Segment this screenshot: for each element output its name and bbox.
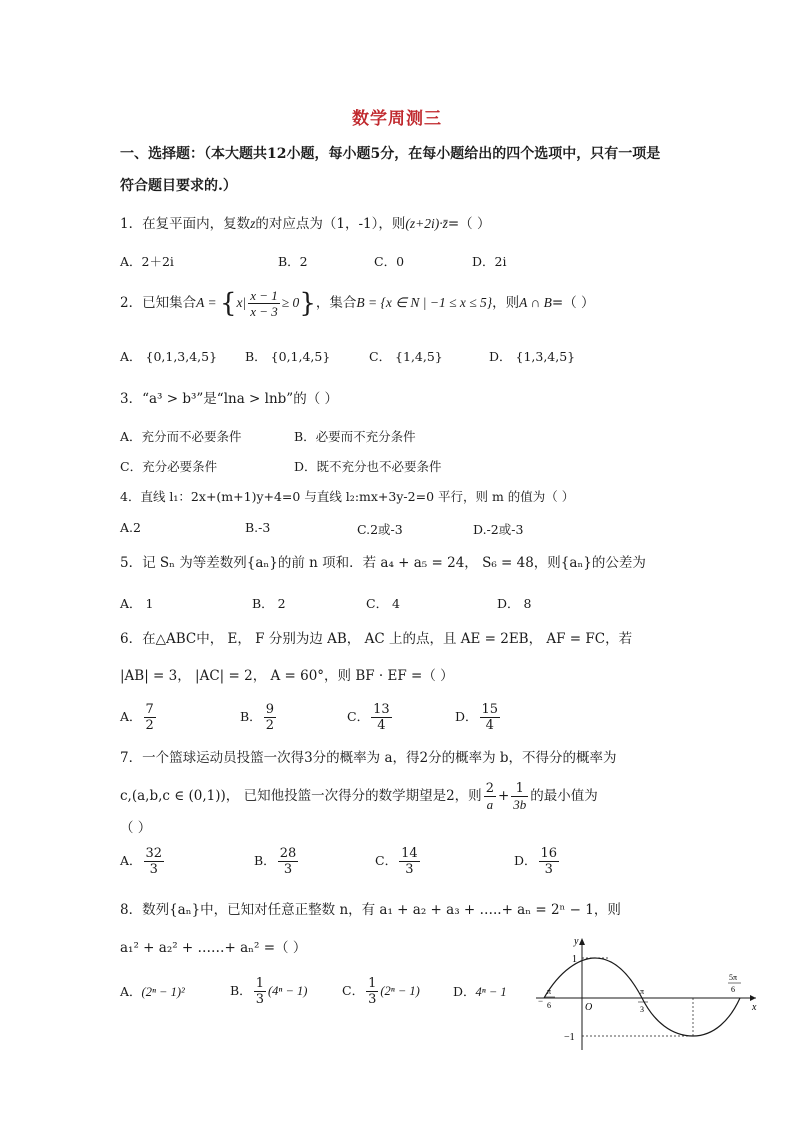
q1-option-b: B．2 <box>278 254 308 269</box>
q5-option-a: A． 1 <box>120 596 154 611</box>
question-6-line2: |AB| = 3， |AC| = 2， A = 60°，则 BF · EF =（ ） <box>120 668 454 684</box>
x-axis-label: x <box>752 1002 757 1013</box>
sine-graph-figure <box>530 930 762 1056</box>
x-left-sign: − <box>538 996 544 1006</box>
q6-option-b: B． $\frac{9}{2}$ <box>240 702 274 733</box>
q2-option-a: A． {0,1,3,4,5} <box>120 349 218 364</box>
question-2: 2．已知集合A = {x| $\frac{x - 1}{x - 3}$ ≥ 0}，集合B = {x ∈ N | −1 ≤ x ≤ 5}，则A ∩ B=（ ） <box>120 288 595 319</box>
question-3: 3．“a³ > b³”是“lna > lnb”的（ ） <box>120 391 339 407</box>
q2-text-c: ，则 <box>492 295 520 311</box>
q3-option-b: B．必要而不充分条件 <box>294 429 416 444</box>
q2-option-c: C． {1,4,5} <box>369 349 443 364</box>
sine-curve <box>544 958 740 1036</box>
q3-option-d: D．既不充分也不必要条件 <box>294 459 442 474</box>
x-right-den: 6 <box>731 985 735 994</box>
q6-option-d: D． $\frac{15}{4}$ <box>455 702 499 733</box>
question-7-line1: 7．一个篮球运动员投篮一次得3分的概率为 a，得2分的概率为 b，不得分的概率为 <box>120 750 617 766</box>
q4-option-a: A.2 <box>120 520 141 535</box>
q1-option-c: C．0 <box>374 254 405 269</box>
q5-option-d: D． 8 <box>497 596 532 611</box>
q4-option-d: D.-2或-3 <box>473 522 524 537</box>
question-4: 4．直线 l₁：2x+(m+1)y+4=0 与直线 l₂:mx+3y-2=0 平行，则 m 的值为（ ） <box>120 489 575 504</box>
q3-option-c: C．充分必要条件 <box>120 459 218 474</box>
q1-text-a: 1．在复平面内，复数 <box>120 216 251 232</box>
q8-option-a: A．(2ⁿ − 1)² <box>120 984 185 999</box>
y-axis-label: y <box>574 936 579 947</box>
question-8-line2: a₁² + a₂² + ……+ aₙ² =（ ） <box>120 940 307 956</box>
question-6-line1: 6．在△ABC中， E， F 分别为边 AB， AC 上的点，且 AE = 2EB， AF = FC，若 <box>120 631 633 647</box>
q8-option-d: D．4ⁿ − 1 <box>453 984 507 999</box>
q8-option-b: B． $\frac{1}{3}$ (4ⁿ − 1) <box>230 976 308 1007</box>
question-5: 5．记 Sₙ 为等差数列{aₙ}的前 n 项和．若 a₄ + a₅ = 24， S₆ = 48，则{aₙ}的公差为 <box>120 555 646 571</box>
q1-option-d: D．2i <box>472 254 507 269</box>
q2-text-b: ，集合 <box>315 295 357 311</box>
q6-option-c: C． $\frac{13}{4}$ <box>347 702 390 733</box>
x-left-den: 6 <box>547 1001 551 1010</box>
x-mid-num: π <box>640 987 645 996</box>
x-axis-arrow <box>750 995 756 1001</box>
q2-text-a: 2．已知集合 <box>120 295 197 311</box>
y-min-label: −1 <box>564 1032 575 1043</box>
q1-text-b: 的对应点为（1，-1），则 <box>255 216 406 232</box>
q7-option-d: D． $\frac{16}{3}$ <box>514 846 558 877</box>
q1-expr: (z+2i)·z̄ <box>405 216 448 231</box>
q4-option-b: B.-3 <box>245 520 271 535</box>
q2-text-d: =（ ） <box>551 295 595 311</box>
q7-option-b: B． $\frac{28}{3}$ <box>254 846 297 877</box>
q2-set-a-var: x| <box>236 295 247 310</box>
question-7-line3: （ ） <box>120 820 152 836</box>
q2-option-b: B． {0,1,4,5} <box>245 349 331 364</box>
x-right-num: 5π <box>729 973 738 982</box>
q2-set-a-rel: ≥ 0 <box>281 295 300 310</box>
q7-option-c: C． $\frac{14}{3}$ <box>375 846 418 877</box>
origin-label: O <box>585 1002 593 1013</box>
q3-option-a: A．充分而不必要条件 <box>120 429 242 444</box>
question-7-line2: c,(a,b,c ∈ (0,1))， 已知他投篮一次得分的数学期望是2，则 $\frac{2}{a}$ + $\frac{1}{3b}$ 的最小值为 <box>120 781 598 812</box>
q6-option-a: A． $\frac{7}{2}$ <box>120 702 154 733</box>
y-max-label: 1 <box>572 954 577 965</box>
q1-option-a: A．2＋2i <box>120 254 174 269</box>
q5-option-b: B． 2 <box>252 596 286 611</box>
page-title: 数学周测三 <box>352 109 442 129</box>
q1-text-c: =（ ） <box>447 216 491 232</box>
q2-set-a-fraction: $\frac{x - 1}{x - 3}$ <box>250 288 278 319</box>
y-axis-arrow <box>579 938 585 945</box>
q2-option-d: D． {1,3,4,5} <box>489 349 576 364</box>
q5-option-c: C． 4 <box>366 596 400 611</box>
q2-set-b: B = {x ∈ N | −1 ≤ x ≤ 5} <box>356 295 493 310</box>
q1-var-z: z <box>250 216 256 231</box>
section-heading-line2: 符合题目要求的.） <box>120 178 237 194</box>
q7-option-a: A． $\frac{32}{3}$ <box>120 846 163 877</box>
q4-option-c: C.2或-3 <box>357 522 403 537</box>
q2-expr: A ∩ B <box>519 295 552 310</box>
q8-option-c: C． $\frac{1}{3}$ (2ⁿ − 1) <box>342 976 420 1007</box>
x-left-num: π <box>547 987 552 996</box>
question-8-line1: 8．数列{aₙ}中，已知对任意正整数 n，有 a₁ + a₂ + a₃ + …..+ aₙ = 2ⁿ − 1，则 <box>120 902 621 918</box>
question-1 <box>120 215 490 233</box>
q2-set-a-prefix: A = <box>196 295 220 310</box>
section-heading-line1: 一、选择题：（本大题共12小题，每小题5分，在每小题给出的四个选项中，只有一项是 <box>120 146 661 162</box>
x-mid-den: 3 <box>640 1005 644 1014</box>
